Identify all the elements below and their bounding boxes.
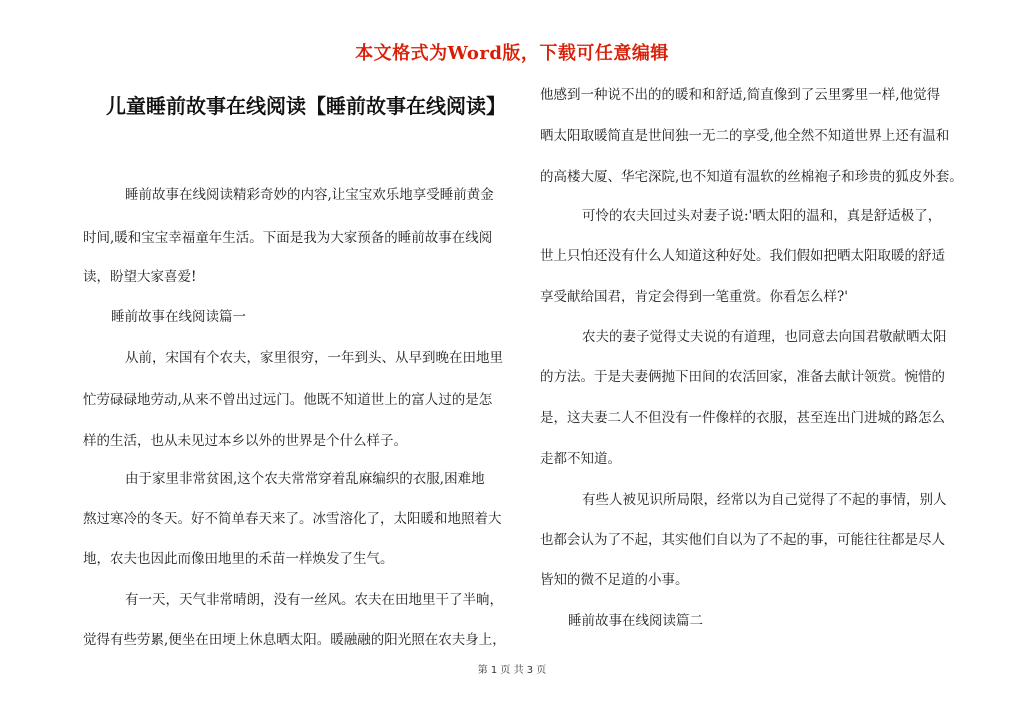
word-format-banner: 本文格式为Word版，下载可任意编辑	[355, 43, 669, 64]
paragraph-line: 的高楼大厦、华宅深院,也不知道有温软的丝棉袍子和珍贵的狐皮外套。	[540, 169, 963, 185]
document-title: 儿童睡前故事在线阅读【睡前故事在线阅读】	[106, 94, 506, 118]
paragraph-line: 也都会认为了不起，其实他们自以为了不起的事，可能往往都是尽人	[540, 532, 945, 548]
paragraph-line: 时间,暖和宝宝幸福童年生活。下面是我为大家预备的睡前故事在线阅	[83, 230, 493, 246]
paragraph-line: 农夫的妻子觉得丈夫说的有道理，也同意去向国君敬献晒太阳	[582, 329, 947, 345]
paragraph-line: 觉得有些劳累,便坐在田埂上休息晒太阳。暖融融的阳光照在农夫身上，	[83, 632, 506, 648]
section-heading: 睡前故事在线阅读篇二	[568, 613, 703, 629]
paragraph-line: 是，这夫妻二人不但没有一件像样的衣服，甚至连出门进城的路怎么	[540, 410, 945, 426]
section-heading: 睡前故事在线阅读篇一	[111, 309, 246, 325]
paragraph-line: 世上只怕还没有什么人知道这种好处。我们假如把晒太阳取暖的舒适	[540, 248, 945, 264]
paragraph-line: 忙劳碌碌地劳动,从来不曾出过远门。他既不知道世上的富人过的是怎	[83, 392, 493, 408]
paragraph-line: 地，农夫也因此而像田地里的禾苗一样焕发了生气。	[83, 551, 394, 567]
paragraph-line: 他感到一种说不出的的暖和和舒适,简直像到了云里雾里一样,他觉得	[540, 87, 941, 103]
paragraph-line: 睡前故事在线阅读精彩奇妙的内容,让宝宝欢乐地享受睡前黄金	[125, 187, 494, 203]
paragraph-line: 样的生活，也从未见过本乡以外的世界是个什么样子。	[83, 433, 407, 449]
paragraph-line: 从前，宋国有个农夫，家里很穷，一年到头、从早到晚在田地里	[125, 350, 503, 366]
paragraph-line: 的方法。于是夫妻俩抛下田间的农活回家，准备去献计领赏。惋惜的	[540, 369, 945, 385]
paragraph-line: 皆知的微不足道的小事。	[540, 572, 689, 588]
paragraph-line: 有些人被见识所局限，经常以为自己觉得了不起的事情，别人	[582, 492, 947, 508]
paragraph-line: 可怜的农夫回过头对妻子说:'晒太阳的温和，真是舒适极了，	[582, 208, 942, 224]
paragraph-line: 熬过寒冷的冬天。好不简单春天来了。冰雪溶化了，太阳暖和地照着大	[83, 511, 502, 527]
paragraph-line: 由于家里非常贫困,这个农夫常常穿着乱麻编织的衣服,困难地	[125, 471, 485, 487]
paragraph-line: 晒太阳取暖简直是世间独一无二的享受,他全然不知道世界上还有温和	[540, 128, 950, 144]
paragraph-line: 享受献给国君，肯定会得到一笔重赏。你看怎么样?'	[540, 289, 848, 305]
paragraph-line: 读，盼望大家喜爱!	[83, 269, 197, 285]
paragraph-line: 走都不知道。	[540, 451, 621, 467]
page-number-footer: 第 1 页 共 3 页	[477, 665, 547, 676]
paragraph-line: 有一天，天气非常晴朗，没有一丝风。农夫在田地里干了半晌，	[125, 592, 503, 608]
